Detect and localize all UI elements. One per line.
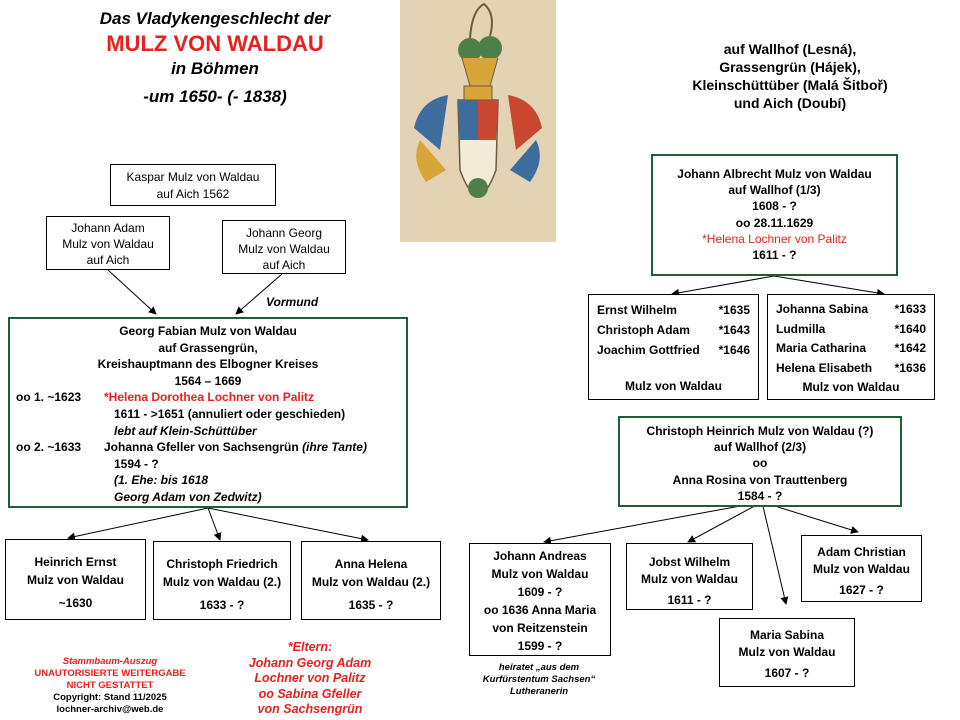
person-maria-sabina: [719, 618, 855, 687]
notice-line-4: Copyright: Stand 11/2025: [53, 692, 167, 703]
johann-andreas-line-3: 1609 - ?: [517, 585, 563, 599]
title-period: -um 1650- (- 1838): [143, 87, 287, 106]
anna-helena-line-1: Anna Helena: [334, 557, 408, 571]
person-johann-adam: [46, 216, 170, 270]
title-line-1: Das Vladykengeschlecht der: [99, 9, 331, 28]
son-name: Christoph Adam: [597, 323, 690, 337]
son-name: Ernst Wilhelm: [597, 303, 677, 317]
marriage-1-spouse: *Helena Dorothea Lochner von Palitz: [104, 390, 315, 405]
son-born: *1646: [718, 343, 750, 357]
person-kaspar: [110, 164, 276, 206]
notice-line-3: NICHT GESTATTET: [66, 680, 154, 691]
daughters-surname: Mulz von Waldau: [802, 380, 900, 394]
daughter-born: *1633: [894, 302, 926, 316]
sons-row: [597, 320, 750, 340]
sons-surname: Mulz von Waldau: [625, 379, 722, 393]
johann-andreas-line-2: Mulz von Waldau: [491, 567, 589, 581]
georg-fabian-office: Kreishauptmann des Elbogner Kreises: [97, 357, 319, 372]
person-georg-fabian: [8, 317, 408, 508]
eltern-line-4: oo Sabina Gfeller: [258, 686, 362, 701]
kaspar-name: Kaspar Mulz von Waldau: [126, 170, 260, 184]
georg-fabian-marriage-1: [16, 389, 400, 406]
person-adam-christian: [801, 535, 922, 602]
adam-christian-line-2: Mulz von Waldau: [813, 562, 910, 576]
anna-helena-line-2: Mulz von Waldau (2.): [311, 575, 431, 589]
person-christoph-friedrich: [153, 541, 291, 620]
person-heinrich-ernst: [5, 539, 146, 620]
title-line-3: in Böhmen: [171, 59, 259, 78]
marriage-1-prefix: oo 1. ~1623: [16, 390, 82, 405]
johann-adam-line-3: auf Aich: [86, 253, 130, 267]
johann-adam-line-1: Johann Adam: [71, 221, 145, 235]
christoph-friedrich-line-1: Christoph Friedrich: [166, 557, 278, 571]
marriage-2-prefix: oo 2. ~1633: [16, 440, 82, 455]
johann-georg-line-1: Johann Georg: [245, 226, 323, 240]
daughters-row: [776, 339, 926, 359]
johann-albrecht-spouse: *Helena Lochner von Palitz: [702, 231, 847, 246]
christoph-heinrich-estate: auf Wallhof (2/3): [713, 440, 807, 455]
maria-sabina-line-3: 1607 - ?: [764, 666, 810, 680]
estate-line-1: auf Wallhof (Lesná),: [723, 41, 857, 57]
person-johann-albrecht: [651, 154, 898, 276]
johann-albrecht-name: Johann Albrecht Mulz von Waldau: [677, 167, 872, 181]
vormund-label: Vormund: [266, 295, 319, 309]
daughters-row: [776, 300, 926, 320]
daughter-born: *1636: [894, 360, 926, 375]
marriage-1-years: 1611 - >1651 (annuliert oder geschieden): [114, 406, 346, 421]
copyright-notice: [28, 656, 192, 716]
daughter-born: *1640: [894, 321, 926, 336]
georg-fabian-name: Georg Fabian Mulz von Waldau: [119, 324, 297, 338]
heinrich-ernst-line-3: ~1630: [58, 596, 93, 610]
heiratet-note: [464, 662, 614, 698]
johann-andreas-line-6: 1599 - ?: [517, 639, 563, 653]
johann-andreas-line-5: von Reitzenstein: [492, 621, 588, 635]
estate-line-3: Kleinschüttüber (Malá Šitboř): [692, 77, 888, 93]
marriage-2-note-2: Georg Adam von Zedwitz): [114, 489, 262, 504]
notice-line-1: Stammbaum-Auszug: [62, 656, 158, 667]
marriage-2-years: 1594 - ?: [114, 456, 159, 471]
notice-line-2: UNAUTORISIERTE WEITERGABE: [34, 668, 186, 679]
son-born: *1635: [718, 303, 750, 317]
person-johann-georg: [222, 220, 346, 274]
adam-christian-line-1: Adam Christian: [817, 545, 906, 559]
heiratet-line-3: Lutheranerin: [509, 686, 569, 697]
jobst-wilhelm-line-2: Mulz von Waldau: [641, 572, 738, 586]
christoph-heinrich-spouse: Anna Rosina von Trauttenberg: [672, 472, 848, 487]
heinrich-ernst-line-2: Mulz von Waldau: [27, 573, 124, 587]
maria-sabina-line-1: Maria Sabina: [749, 628, 825, 642]
estate-line-4: und Aich (Doubí): [733, 95, 847, 111]
marriage-1-note: lebt auf Klein-Schüttüber: [114, 423, 257, 438]
son-born: *1643: [718, 323, 750, 337]
sons-box: [588, 294, 759, 400]
christoph-heinrich-spouse-years: 1584 - ?: [737, 488, 783, 503]
person-christoph-heinrich: [618, 416, 902, 507]
georg-fabian-marriage-2: [16, 439, 400, 456]
jobst-wilhelm-line-1: Jobst Wilhelm: [648, 555, 731, 569]
johann-albrecht-years: 1608 - ?: [752, 199, 797, 214]
coat-of-arms-image: [400, 0, 556, 242]
coat-of-arms-icon: [400, 0, 556, 242]
christoph-friedrich-line-2: Mulz von Waldau (2.): [162, 575, 282, 589]
notice-email: lochner-archiv@web.de: [56, 704, 164, 715]
heinrich-ernst-line-1: Heinrich Ernst: [34, 555, 117, 569]
eltern-note: [222, 640, 398, 718]
eltern-line-1: *Eltern:: [287, 640, 333, 654]
christoph-heinrich-name: Christoph Heinrich Mulz von Waldau (?): [646, 424, 874, 438]
son-name: Joachim Gottfried: [597, 343, 700, 357]
daughter-name: Helena Elisabeth: [776, 360, 873, 375]
daughter-born: *1642: [894, 341, 926, 355]
johann-albrecht-estate: auf Wallhof (1/3): [728, 183, 821, 198]
estates-block: [640, 40, 940, 112]
daughter-name: Ludmilla: [776, 321, 826, 336]
johann-adam-line-2: Mulz von Waldau: [62, 237, 154, 251]
daughters-row: [776, 320, 926, 340]
marriage-2-note-1: (1. Ehe: bis 1618: [114, 473, 209, 488]
johann-albrecht-spouse-years: 1611 - ?: [752, 248, 797, 263]
marriage-2-tante: (ihre Tante): [302, 440, 367, 455]
johann-andreas-line-4: oo 1636 Anna Maria: [483, 603, 597, 617]
georg-fabian-estate: auf Grassengrün,: [158, 340, 258, 355]
georg-fabian-years: 1564 – 1669: [174, 373, 242, 388]
person-jobst-wilhelm: [626, 543, 753, 610]
johann-albrecht-marriage: oo 28.11.1629: [735, 215, 814, 230]
christoph-friedrich-line-3: 1633 - ?: [199, 598, 245, 612]
eltern-line-2: Johann Georg Adam: [248, 655, 372, 670]
daughters-row: [776, 359, 926, 379]
marriage-2-spouse: Johanna Gfeller von Sachsengrün: [104, 440, 299, 455]
eltern-line-3: Lochner von Palitz: [254, 671, 366, 685]
family-name: MULZ VON WALDAU: [106, 31, 324, 56]
maria-sabina-line-2: Mulz von Waldau: [738, 645, 836, 659]
kaspar-estate: auf Aich 1562: [156, 187, 230, 201]
heiratet-line-1: heiratet „aus dem: [498, 662, 580, 673]
person-anna-helena: [301, 541, 441, 620]
heiratet-line-2: Kurfürstentum Sachsen“: [482, 674, 596, 685]
estate-line-2: Grassengrün (Hájek),: [719, 59, 861, 75]
title-block: [60, 8, 370, 108]
sons-row: [597, 340, 750, 360]
daughter-name: Maria Catharina: [776, 341, 867, 355]
christoph-heinrich-oo: oo: [752, 456, 768, 471]
johann-georg-line-2: Mulz von Waldau: [238, 242, 330, 256]
jobst-wilhelm-line-3: 1611 - ?: [667, 593, 712, 607]
daughters-box: [767, 294, 935, 400]
daughter-name: Johanna Sabina: [776, 302, 869, 316]
anna-helena-line-3: 1635 - ?: [348, 598, 394, 612]
johann-georg-line-3: auf Aich: [262, 258, 306, 272]
johann-andreas-line-1: Johann Andreas: [493, 549, 587, 563]
adam-christian-line-3: 1627 - ?: [839, 583, 884, 597]
eltern-line-5: von Sachsengrün: [257, 702, 363, 716]
sons-row: [597, 300, 750, 320]
person-johann-andreas: [469, 543, 611, 656]
